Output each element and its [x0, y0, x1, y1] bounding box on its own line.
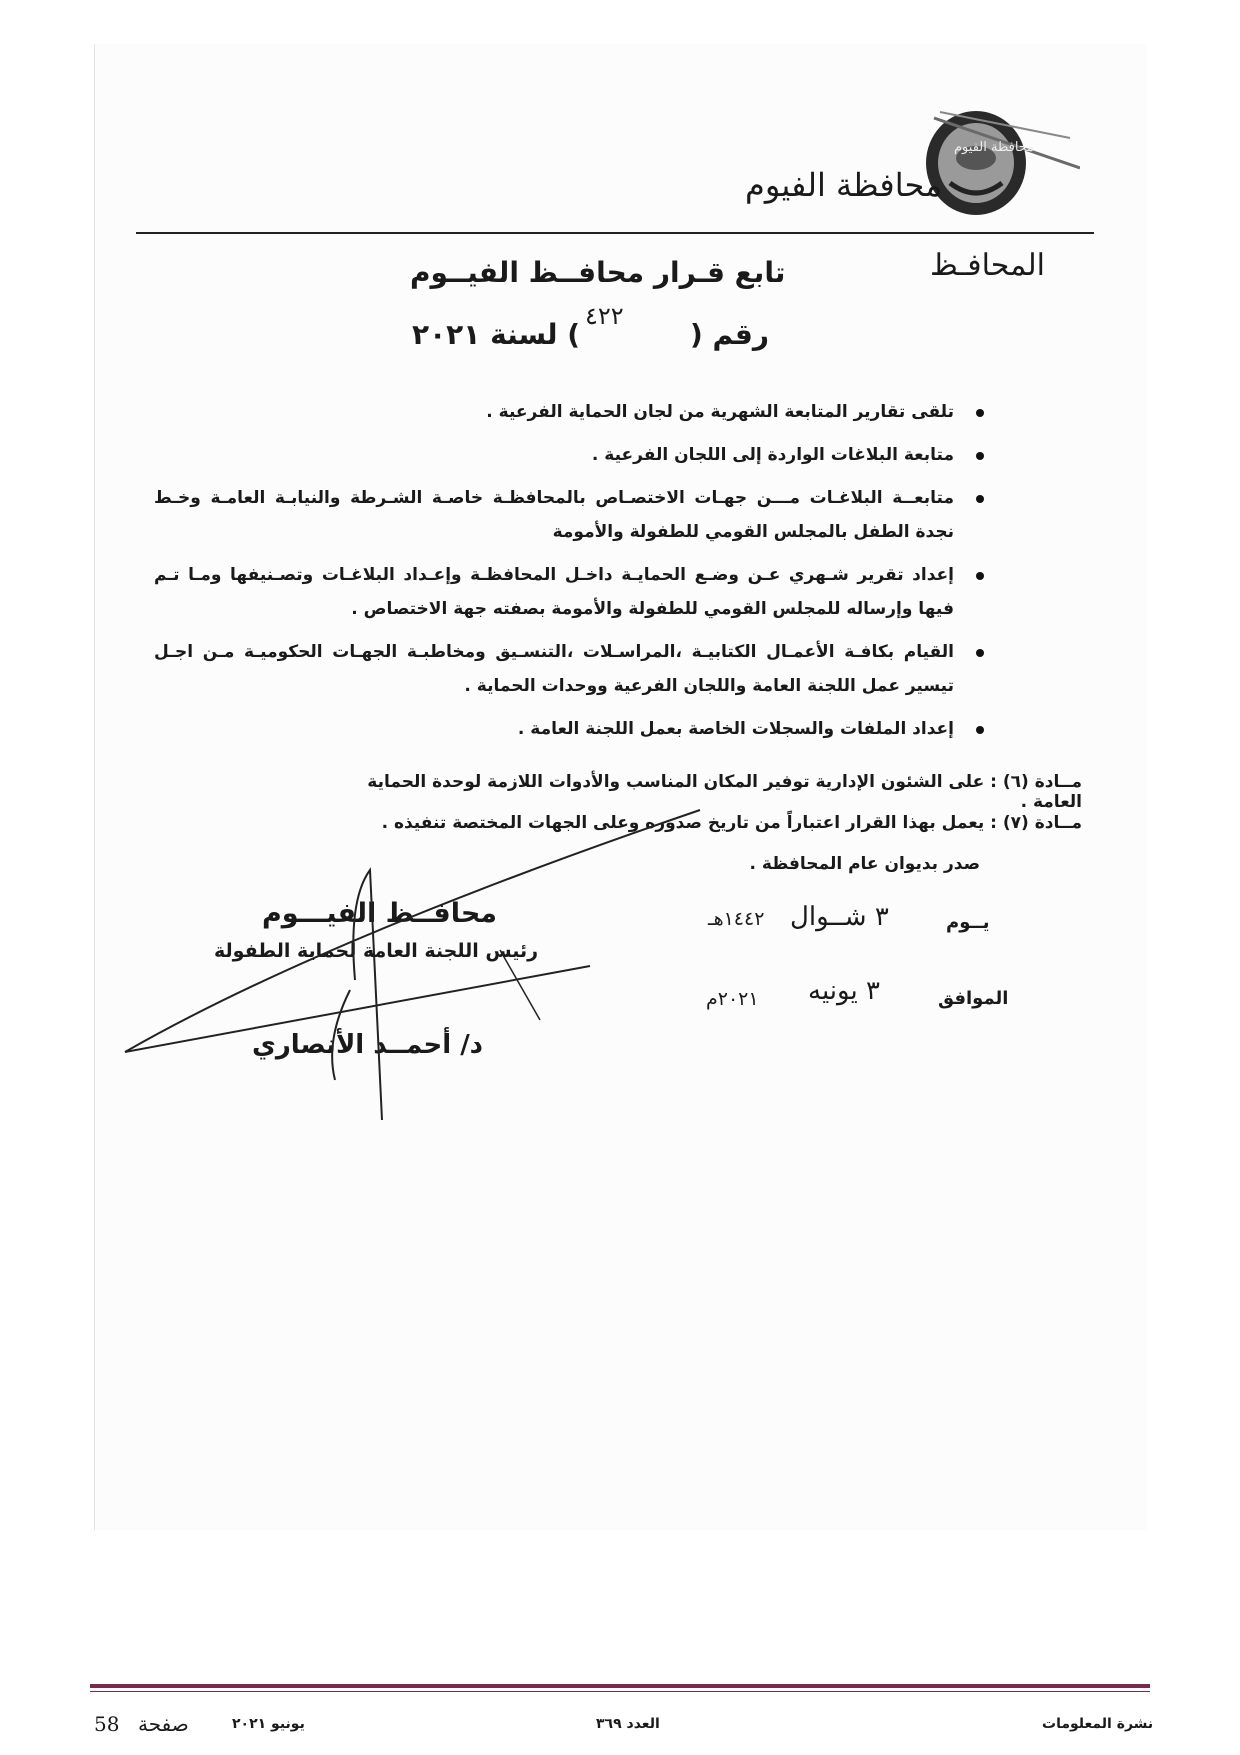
publication-name: نشرة المعلومات [1042, 1716, 1154, 1732]
number-label: رقم ( [690, 318, 769, 351]
list-item: متابعــة البلاغـات مـــن جهـات الاختصـاص بالمحافظـة خاصـة الشـرطة والنيابـة العامـة وخـط نجدة الطفل بالمجلس القومي للطفولة والأمومة [154, 481, 984, 549]
list-item: إعداد تقرير شـهري عـن وضـع الحمايـة داخـل المحافظـة وإعـداد البلاغـات وتصـنيفها ومـا تـم فيها وإرساله للمجلس القومي للطفولة والأمومة بصفته جهة الاختصاص . [154, 558, 984, 626]
bullet-icon [976, 726, 984, 734]
bullet-icon [976, 409, 984, 417]
gregorian-date: ٢٠٢١م [706, 988, 759, 1010]
corresponding-handwritten: ٣ يونيه [808, 976, 880, 1006]
governorate-name: محافظة الفيوم [745, 166, 943, 204]
list-item: القيام بكافـة الأعمـال الكتابيـة ،المراسـلات ،التنسـيق ومخاطبـة الجهـات الحكوميـة مـن اجـل تيسير عمل اللجنة العامة واللجان الفرعية ووحدات الحماية . [154, 635, 984, 703]
day-handwritten: ٣ شــوال [790, 902, 889, 932]
issued-statement: صدر بديوان عام المحافظة . [749, 854, 980, 874]
bullet-icon [976, 572, 984, 580]
office-label: المحافـظ [930, 248, 1045, 283]
hijri-date: ١٤٤٢هـ [708, 908, 765, 930]
issue-month: يونيو ٢٠٢١ [232, 1716, 305, 1732]
seal-text: محافظة الفيوم [954, 140, 1035, 155]
decree-number: ٤٢٢ [585, 302, 624, 330]
bullet-icon [976, 649, 984, 657]
list-item: تلقى تقارير المتابعة الشهرية من لجان الحماية الفرعية . [154, 395, 984, 429]
page-number: 58 [94, 1712, 120, 1736]
signatory-name: د/ أحمــد الأنصاري [252, 1030, 484, 1060]
article-7: مــادة (٧) : يعمل بهذا القرار اعتباراً من تاريخ صدوره وعلى الجهات المختصة تنفيذه . [381, 813, 1082, 833]
footer-rule-thin [90, 1691, 1150, 1692]
list-item: متابعة البلاغات الواردة إلى اللجان الفرعية . [154, 438, 984, 472]
day-label: يــوم [946, 912, 990, 933]
duties-list [154, 395, 984, 755]
bullet-icon [976, 452, 984, 460]
article-6: مــادة (٦) : على الشئون الإدارية توفير المكان المناسب والأدوات اللازمة لوحدة الحماية العامة . [367, 772, 1082, 812]
header-rule [136, 232, 1094, 234]
bullet-icon [976, 495, 984, 503]
list-item: إعداد الملفات والسجلات الخاصة بعمل اللجنة العامة . [154, 712, 984, 746]
signatory-role: رئيس اللجنة العامة لحماية الطفولة [214, 940, 539, 962]
signatory-title: محافــظ الفيـــوم [262, 898, 498, 929]
corresponding-label: الموافق [938, 988, 1009, 1009]
page-label: صفحة [138, 1712, 189, 1736]
issue-number: العدد ٣٦٩ [596, 1716, 660, 1732]
governorate-seal [920, 108, 1080, 218]
year-label: ) لسنة ٢٠٢١ [412, 318, 581, 351]
footer-rule [90, 1684, 1150, 1688]
handwritten-signature [120, 790, 720, 1130]
decree-title: تابع قـرار محافــظ الفيــوم [410, 256, 786, 289]
